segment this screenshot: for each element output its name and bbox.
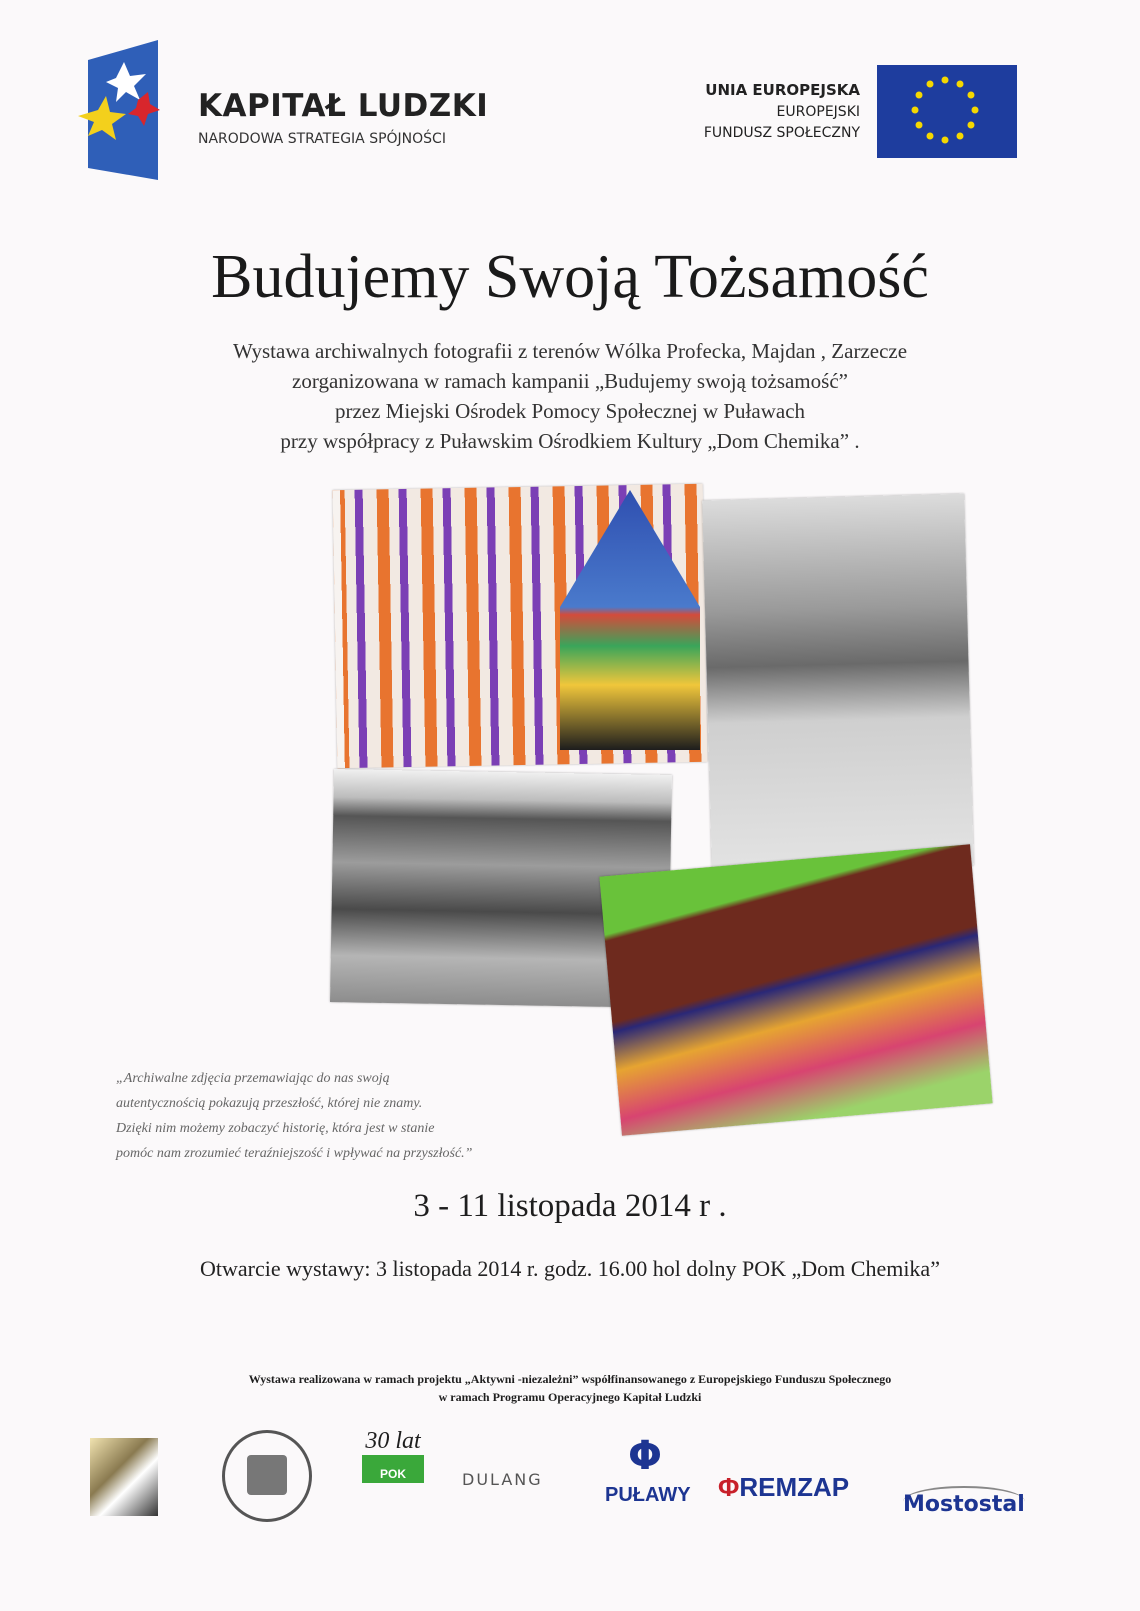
footer-line: Wystawa realizowana w ramach projektu „Aktywni -niezależni” współfinansowanego z Europejskiego Funduszu Społecznego <box>248 1372 892 1386</box>
eu-line2: EUROPEJSKI <box>776 104 860 120</box>
footer-line: w ramach Programu Operacyjnego Kapitał Ludzki <box>438 1390 702 1404</box>
remzap-label: REMZAP <box>739 1472 850 1502</box>
eu-star-icon <box>912 107 919 114</box>
description-line: przez Miejski Ośrodek Pomocy Społecznej w Puławach <box>334 399 806 423</box>
description-line: zorganizowana w ramach kampanii „Budujemy swoją tożsamość” <box>292 369 848 393</box>
eu-star-icon <box>967 92 974 99</box>
dlang-logo: DULANG <box>462 1470 543 1489</box>
kapital-ludzki-title: KAPITAŁ LUDZKI <box>198 88 489 124</box>
footer-note <box>0 1370 1140 1406</box>
child-drawing-rainbow <box>599 844 992 1135</box>
pok-logo <box>362 1428 424 1483</box>
description-line: przy współpracy z Puławskim Ośrodkiem Kultury „Dom Chemika” . <box>280 429 860 453</box>
quote-line: „Archiwalne zdjęcia przemawiając do nas swoją <box>116 1071 390 1086</box>
eu-star-icon <box>927 132 934 139</box>
poster-title: Budujemy Swoją Tożsamość <box>211 243 929 311</box>
eu-flag-icon <box>877 65 1017 158</box>
pulawy-label: PUŁAWY <box>605 1484 691 1506</box>
eu-star-icon <box>916 92 923 99</box>
eu-star-icon <box>942 77 949 84</box>
eu-star-icon <box>972 107 979 114</box>
mops-logo <box>90 1438 158 1516</box>
winter-archive-photo <box>702 494 974 873</box>
eu-star-icon <box>967 122 974 129</box>
eu-star-icon <box>957 132 964 139</box>
pok-label: POK <box>362 1455 424 1483</box>
description <box>0 336 1140 456</box>
phi-icon: Φ <box>718 1472 740 1502</box>
opening-info: Otwarcie wystawy: 3 listopada 2014 r. godz. 16.00 hol dolny POK „Dom Chemika” <box>200 1256 940 1281</box>
description-line: Wystawa archiwalnych fotografii z terenów Wólka Profecka, Majdan , Zarzecze <box>232 339 908 363</box>
quote-line: pomóc nam zrozumieć teraźniejszość i wpływać na przyszłość.” <box>116 1146 473 1161</box>
quote-line: autentycznością pokazują przeszłość, której nie znamy. <box>116 1096 423 1111</box>
quote <box>116 1066 472 1166</box>
pok-years: 30 lat <box>365 1428 421 1454</box>
mostostal-logo: Mostostal <box>903 1486 1025 1517</box>
eu-line1: UNIA EUROPEJSKA <box>705 81 860 99</box>
quote-line: Dzięki nim możemy zobaczyć historię, która jest w stanie <box>116 1121 435 1136</box>
eu-star-icon <box>916 122 923 129</box>
remzap-logo <box>718 1472 849 1503</box>
pulawy-crest-logo <box>222 1430 312 1522</box>
exhibition-date: 3 - 11 listopada 2014 r . <box>413 1188 727 1224</box>
eu-text <box>704 80 860 144</box>
phi-icon: Φ <box>627 1433 662 1479</box>
eu-line3: FUNDUSZ SPOŁECZNY <box>703 125 860 141</box>
zaklady-azotowe-pulawy-logo <box>605 1433 691 1507</box>
eu-star-icon <box>942 137 949 144</box>
kapital-ludzki-flag-logo <box>78 40 163 182</box>
eu-star-icon <box>927 81 934 88</box>
eu-star-icon <box>957 81 964 88</box>
kapital-ludzki-subtitle: NARODOWA STRATEGIA SPÓJNOŚCI <box>198 131 446 147</box>
